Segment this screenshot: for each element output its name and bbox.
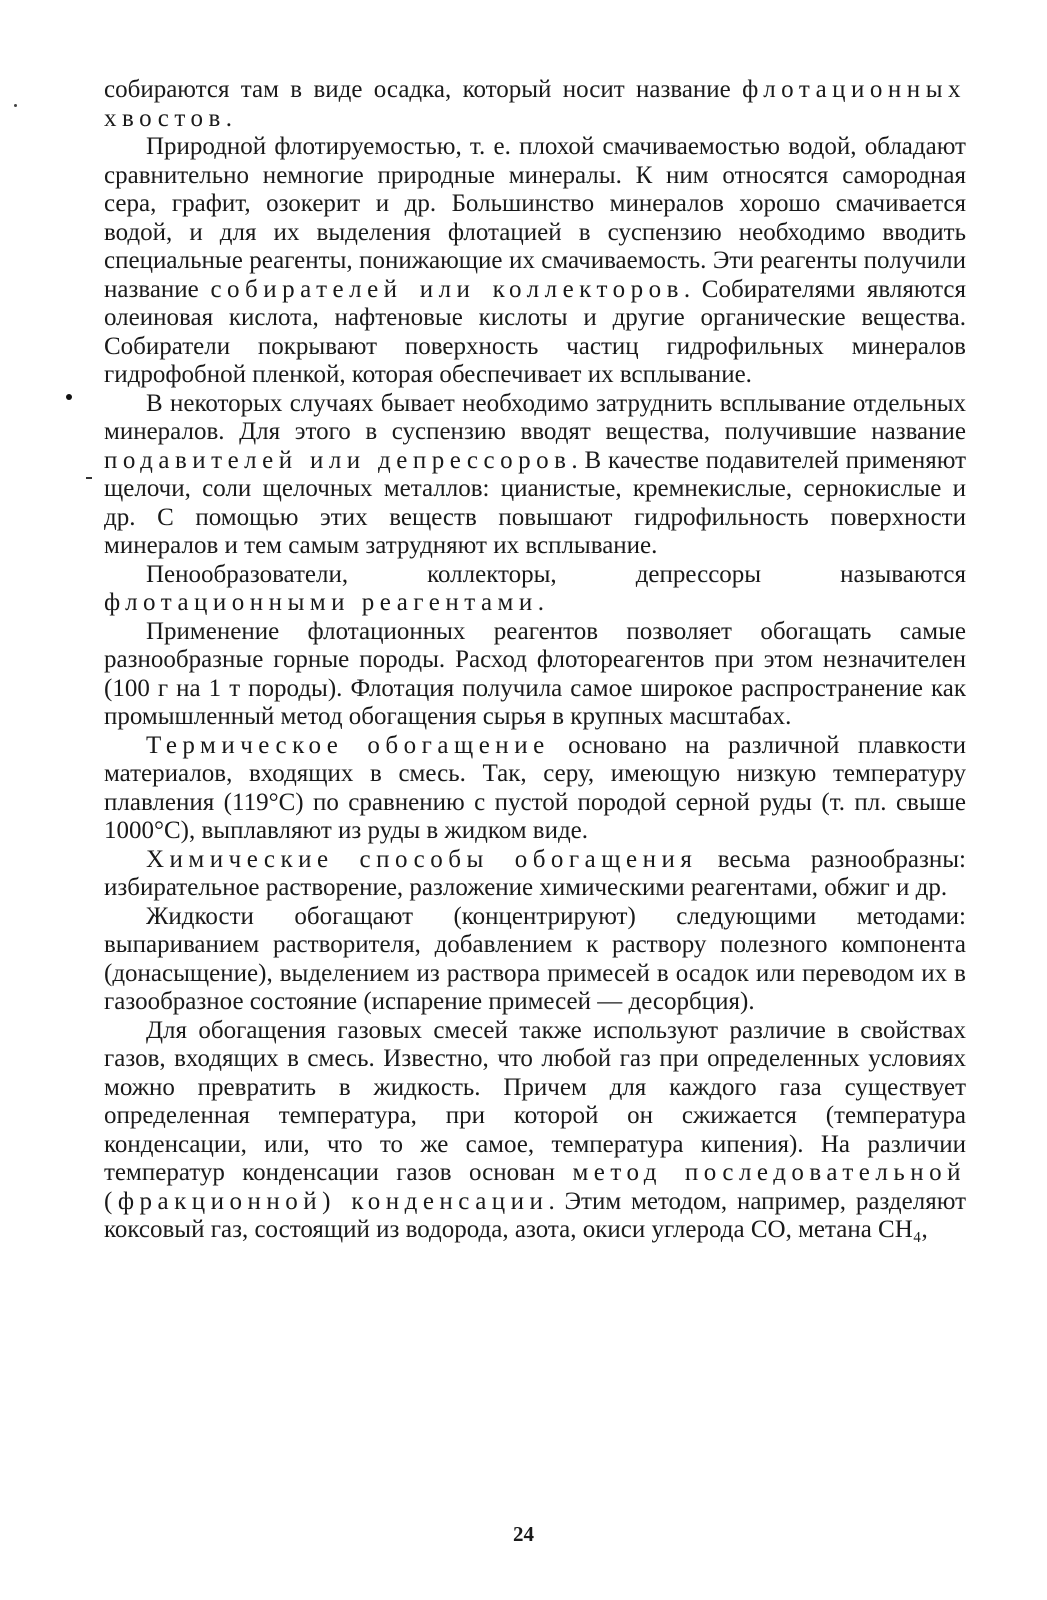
paragraph-1-spaced-term: флотационных хвостов <box>104 76 966 132</box>
paragraph-2-spaced-term: собирателей или коллекторов <box>210 275 684 303</box>
paragraph-6-spaced-term: Термическое обогащение <box>146 731 550 759</box>
paragraph-4-spaced-term: флотационными реагентами <box>104 589 538 616</box>
paragraph-6-text-c: основано на различной плавкости материалов, входящих в смесь. Так, серу, имеющую низкую температуру плавления (119°С) по сравнению с пустой породой серной руды (т. пл. свыше 1000°С), выплавляют из руды в жидком виде. <box>104 731 966 844</box>
paragraph-3-text-a: В некоторых случаях бывает необходимо затруднить всплывание отдельных минералов. Для этого в суспензию вводят вещества, получившие название <box>104 389 966 445</box>
margin-dot <box>66 394 72 400</box>
page-number: 24 <box>513 1522 534 1546</box>
paragraph-7-text-c: весьма разнообразны: избирательное растворение, разложение химическими реагентами, обжиг и др. <box>104 845 966 901</box>
paragraph-7-spaced-term: Химические способы обогащения <box>146 845 698 873</box>
paragraph-9-text-c: . Этим методом, например, разделяют коксовый газ, состоящий из водорода, азота, окиси углерода CO, метана CH₄, <box>104 1187 966 1243</box>
paragraph-1-text-a: собираются там в виде осадка, который носит название <box>104 76 743 103</box>
paragraph-6 <box>104 732 966 846</box>
paragraph-4-text-c: . <box>537 589 544 616</box>
paragraph-9-text-a: Для обогащения газовых смесей также используют различие в свойствах газов, входящих в смесь. Известно, что любой газ при определенных условиях можно превратить в жидкость. Причем для каждого газа существует определенная температура, при которой он сжижается (температура конденсации, или, что то же самое, температура кипения). На различии температур конденсации газов основан <box>104 1016 966 1186</box>
paragraph-9-spaced-term: метод последовательной (фракционной) конденсации <box>104 1159 966 1215</box>
page-body <box>104 76 966 1245</box>
paragraph-5 <box>104 618 966 732</box>
paragraph-4-text-a: Пенообразователи, коллекторы, депрессоры называются <box>146 560 966 588</box>
paragraph-3-spaced-term: подавителей или депрессоров <box>104 446 572 474</box>
paragraph-2-text-a: Природной флотируемостью, т. е. плохой смачиваемостью водой, обладают сравнительно немногие природные минералы. К ним относятся самородная сера, графит, озокерит и др. Большинство минералов хорошо смачивается водой, и для их выделения флотацией в суспензию необходимо вводить специальные реагенты, понижающие их смачиваемость. Эти реагенты получили название <box>104 133 966 303</box>
paragraph-9 <box>104 1017 966 1245</box>
paragraph-8-text-a: Жидкости обогащают (концентрируют) следующими методами: выпариванием растворителя, добавлением к раствору полезного компонента (донасыщение), выделением из раствора примесей в осадок или переводом их в газообразное состояние (испарение примесей — десорбция). <box>104 902 966 1015</box>
paragraph-1-text-c: . <box>225 104 233 132</box>
paragraph-2-text-c: . Собирателями являются олеиновая кислота, нафтеновые кислоты и другие органические вещества. Собиратели покрывают поверхность частиц гидрофильных минералов гидрофобной пленкой, которая обеспечивает их всплывание. <box>104 275 966 388</box>
print-speck <box>14 104 17 107</box>
margin-dash <box>86 477 92 479</box>
paragraph-2 <box>104 133 966 390</box>
paragraph-3-text-c: . В качестве подавителей применяют щелочи, соли щелочных металлов: цианистые, кремнекислые, сернокислые и др. С помощью этих веществ повышают гидрофильность поверхности минералов и тем самым затрудняют их всплывание. <box>104 446 967 559</box>
paragraph-3 <box>104 390 966 561</box>
paragraph-5-text-a: Применение флотационных реагентов позволяет обогащать самые разнообразные горные породы. Расход флотореагентов при этом незначителен (100 г на 1 т породы). Флотация получила самое широкое распространение как промышленный метод обогащения сырья в крупных масштабах. <box>104 617 966 730</box>
paragraph-8 <box>104 903 966 1017</box>
paragraph-4 <box>104 561 966 618</box>
paragraph-1 <box>104 76 966 133</box>
paragraph-7 <box>104 846 966 903</box>
